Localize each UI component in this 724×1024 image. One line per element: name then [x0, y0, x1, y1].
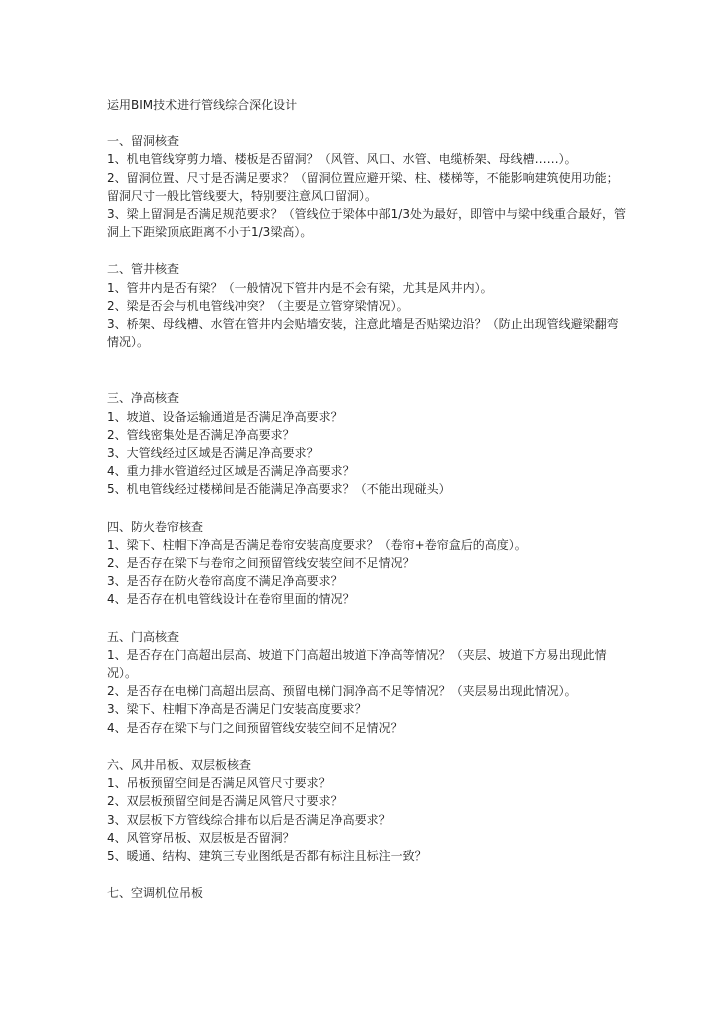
section-reserved-holes-check — [107, 132, 627, 241]
document-page — [107, 96, 627, 921]
list-item: 4、重力排水管道经过区域是否满足净高要求？ — [107, 464, 355, 479]
list-item: 3、桥架、母线槽、水管在管井内会贴墙安装，注意此墙是否贴梁边沿？（防止出现管线避梁翻弯情况）。 — [107, 317, 619, 350]
section-door-height-check — [107, 628, 627, 737]
section-clear-height-check — [107, 389, 627, 498]
section-heading: 五、门高核查 — [107, 629, 180, 644]
section-ac-unit-hanging-slab — [107, 884, 627, 902]
list-item: 4、是否存在梁下与门之间预留管线安装空间不足情况？ — [107, 720, 403, 735]
list-item: 1、吊板预留空间是否满足风管尺寸要求？ — [107, 776, 331, 791]
list-item: 5、机电管线经过楼梯间是否能满足净高要求？（不能出现碰头） — [107, 482, 451, 497]
list-item: 5、暖通、结构、建筑三专业图纸是否都有标注且标注一致？ — [107, 848, 427, 863]
list-item: 3、是否存在防火卷帘高度不满足净高要求？ — [107, 574, 343, 589]
list-item: 4、风管穿吊板、双层板是否留洞？ — [107, 830, 295, 845]
section-pipe-shaft-check — [107, 260, 627, 351]
list-item: 3、梁上留洞是否满足规范要求？（管线位于梁体中部1/3处为最好，即管中与梁中线重合最好，管洞上下距梁顶底距离不小于1/3梁高）。 — [107, 207, 626, 240]
list-item: 1、管井内是否有梁？（一般情况下管井内是不会有梁，尤其是风井内）。 — [107, 280, 493, 295]
list-item: 1、梁下、柱帽下净高是否满足卷帘安装高度要求？（卷帘+卷帘盒后的高度）。 — [107, 537, 527, 552]
section-shaft-hanging-slab-check — [107, 756, 627, 865]
list-item: 3、大管线经过区域是否满足净高要求？ — [107, 446, 319, 461]
list-item: 2、梁是否会与机电管线冲突？（主要是立管穿梁情况）。 — [107, 298, 409, 313]
document-title: 运用BIM技术进行管线综合深化设计 — [107, 98, 298, 112]
section-heading: 六、风井吊板、双层板核查 — [107, 757, 252, 772]
list-item: 2、是否存在电梯门高超出层高、预留电梯门洞净高不足等情况？（夹层易出现此情况）。 — [107, 684, 577, 699]
list-item: 3、双层板下方管线综合排布以后是否满足净高要求？ — [107, 812, 391, 827]
section-heading: 一、留洞核查 — [107, 134, 180, 149]
section-heading: 七、空调机位吊板 — [107, 886, 204, 901]
list-item: 3、梁下、柱帽下净高是否满足门安装高度要求？ — [107, 702, 367, 717]
section-heading: 四、防火卷帘核查 — [107, 519, 204, 534]
section-heading: 三、净高核查 — [107, 391, 180, 406]
section-fire-shutter-check — [107, 518, 627, 609]
section-heading: 二、管井核查 — [107, 262, 180, 277]
list-item: 2、留洞位置、尺寸是否满足要求？（留洞位置应避开梁、柱、楼梯等，不能影响建筑使用功能；留洞尺寸一般比管线要大，特别要注意风口留洞）。 — [107, 170, 619, 203]
list-item: 2、双层板预留空间是否满足风管尺寸要求？ — [107, 794, 343, 809]
list-item: 1、坡道、设备运输通道是否满足净高要求？ — [107, 409, 343, 424]
list-item: 2、管线密集处是否满足净高要求？ — [107, 427, 295, 442]
list-item: 2、是否存在梁下与卷帘之间预留管线安装空间不足情况？ — [107, 556, 415, 571]
list-item: 1、机电管线穿剪力墙、楼板是否留洞？（风管、风口、水管、电缆桥架、母线槽……）。 — [107, 152, 577, 167]
list-item: 4、是否存在机电管线设计在卷帘里面的情况？ — [107, 592, 355, 607]
list-item: 1、是否存在门高超出层高、坡道下门高超出坡道下净高等情况？（夹层、坡道下方易出现此情况）。 — [107, 647, 607, 681]
